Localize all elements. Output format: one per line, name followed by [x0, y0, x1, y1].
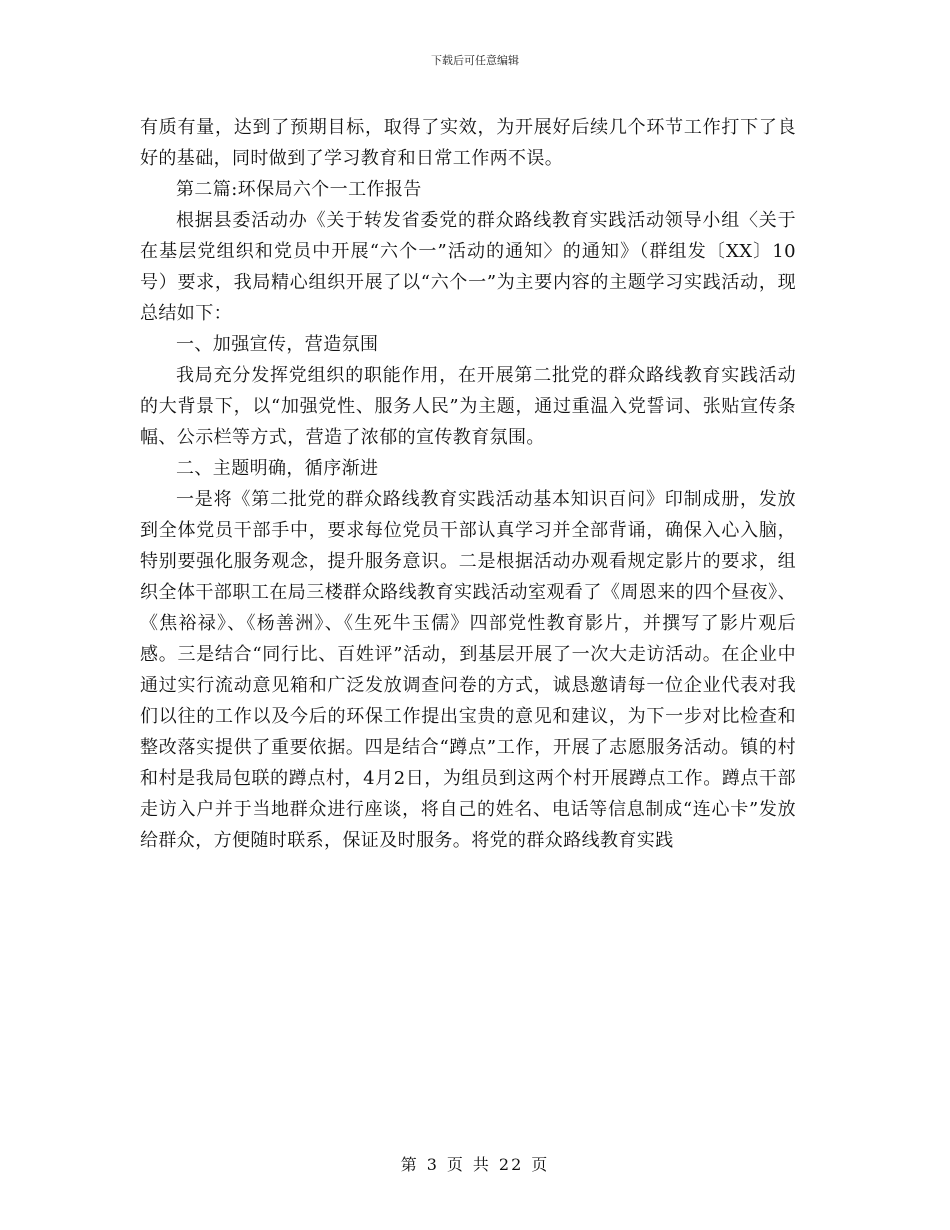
footer-total-pages: 22 — [498, 1155, 524, 1174]
section-heading-1: 一、加强宣传，营造氛围 — [176, 334, 379, 355]
section-title: 第二篇:环保局六个一工作报告 — [176, 179, 422, 200]
footer-current-page: 3 — [426, 1155, 439, 1174]
footer-label-page: 第 — [400, 1155, 419, 1174]
footer-label-unit2: 页 — [531, 1155, 550, 1174]
paragraph-section-2: 一是将《第二批党的群众路线教育实践活动基本知识百问》印制成册，发放到全体党员干部手中，要求每位党员干部认真学习并全部背诵，确保入心入脑，特别要强化服务观念，提升服务意识。二是根据活动办观看规定影片的要求，组织全体干部职工在局三楼群众路线教育实践活动室观看了《周恩来的四个昼夜》、《焦裕禄》、《杨善洲》、《生死牛玉儒》四部党性教育影片，并撰写了影片观后感。三是结合“同行比、百姓评”活动，到基层开展了一次大走访活动。在企业中通过实行流动意见箱和广泛发放调查问卷的方式，诚恳邀请每一位企业代表对我们以往的工作以及今后的环保工作提出宝贵的意见和建议，为下一步对比检查和整改落实提供了重要依据。四是结合“蹲点”工作，开展了志愿服务活动。镇的村和村是我局包联的蹲点村，4月2日，为组员到这两个村开展蹲点工作。蹲点干部走访入户并于当地群众进行座谈，将自己的姓名、电话等信息制成“连心卡”发放给群众，方便随时联系，保证及时服务。将党的群众路线教育实践 — [140, 489, 796, 851]
paragraph-section-1: 我局充分发挥党组织的职能作用，在开展第二批党的群众路线教育实践活动的大背景下，以“加强党性、服务人民”为主题，通过重温入党誓词、张贴宣传条幅、公示栏等方式，营造了浓郁的宣传教育氛围。 — [140, 365, 796, 448]
paragraph-continuation: 有质有量，达到了预期目标，取得了实效，为开展好后续几个环节工作打下了良好的基础，同时做到了学习教育和日常工作两不误。 — [140, 117, 796, 169]
paragraph-intro: 根据县委活动办《关于转发省委党的群众路线教育实践活动领导小组〈关于在基层党组织和党员中开展“六个一”活动的通知〉的通知》（群组发〔XX〕10号）要求，我局精心组织开展了以“六个一”为主要内容的主题学习实践活动，现总结如下： — [140, 210, 796, 324]
section-heading-2: 二、主题明确，循序渐进 — [176, 458, 379, 479]
page-header: 下载后可任意编辑 — [431, 54, 519, 67]
document-body — [140, 112, 796, 856]
footer-label-unit: 页 — [446, 1155, 465, 1174]
page-footer — [0, 1154, 950, 1176]
footer-label-total: 共 — [472, 1155, 491, 1174]
